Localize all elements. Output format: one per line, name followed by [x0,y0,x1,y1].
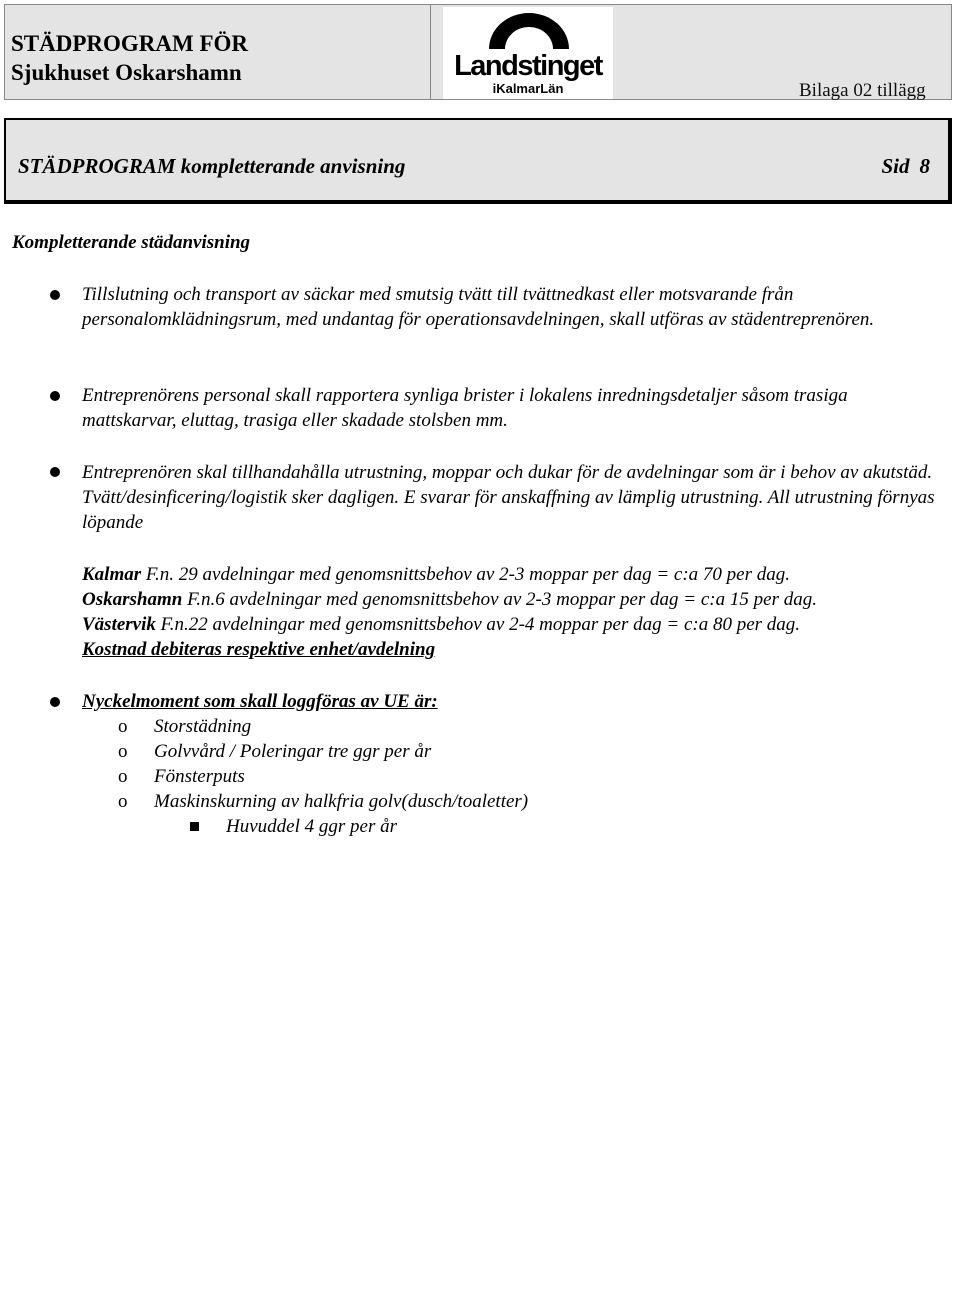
location-detail: F.n.6 avdelningar med genomsnittsbehov av 2-3 moppar per dag = c:a 15 per dag. [187,589,817,610]
key-moment-item: Golvvård / Poleringar tre ggr per år [154,741,432,762]
circle-bullet-icon: o [118,766,128,787]
key-moment-subitem: Huvuddel 4 ggr per år [226,816,397,837]
location-detail: F.n. 29 avdelningar med genomsnittsbehov av 2-3 moppar per dag = c:a 70 per dag. [145,564,791,585]
key-moment-item: Fönsterputs [154,766,245,787]
key-moments-heading: Nyckelmoment som skall loggföras av UE är: [82,691,438,712]
bullet-icon [50,391,60,401]
square-bullet-icon [190,822,199,831]
header-title-line2: Sjukhuset Oskarshamn [11,60,242,85]
banner-title: STÄDPROGRAM kompletterande anvisning [18,154,406,178]
circle-bullet-icon: o [118,716,128,737]
circle-bullet-icon: o [118,791,128,812]
bullet-icon [50,290,60,300]
bullet-icon [50,467,60,477]
page-number: 8 [919,154,930,178]
circle-bullet-icon: o [118,741,128,762]
section-heading: Kompletterande städanvisning [12,232,251,253]
logo-arch-icon [489,13,569,49]
key-moment-item: Maskinskurning av halkfria golv(dusch/toaletter) [154,791,529,812]
landstinget-logo [443,7,613,99]
document-header [4,4,952,100]
logo-name: Landstinget [454,50,602,82]
logo-subtitle: iKalmarLän [492,81,564,96]
header-title-cell [5,5,431,99]
location-row [82,587,817,612]
page-label: Sid [881,154,910,178]
location-name: Västervik [82,614,156,635]
location-name: Kalmar [82,564,142,585]
location-row [82,562,790,587]
section-banner [4,118,952,204]
header-title-line1: STÄDPROGRAM FÖR [11,31,249,56]
bullet-text-defects: Entreprenörens personal skall rapportera synliga brister i lokalens inredningsdetaljer såsom trasiga mattskarvar, eluttag, trasiga eller skadade stolsben mm. [82,385,848,431]
bullet-text-equipment: Entreprenören skal tillhandahålla utrustning, moppar och dukar för de avdelningar som är i behov av akutstäd. Tvätt/desinficering/logistik sker dagligen. E svarar för anskaffning av lämplig utrustning. All utrustning förnyas löpande [82,462,935,533]
key-moment-item: Storstädning [154,716,252,737]
bullet-text-laundry: Tillslutning och transport av säckar med smutsig tvätt till tvättnedkast eller motsvarande från personalomklädningsrum, med undantag för operationsavdelningen, skall utföras av städentreprenören. [82,284,875,330]
location-name: Oskarshamn [82,589,183,610]
location-detail: F.n.22 avdelningar med genomsnittsbehov av 2-4 moppar per dag = c:a 80 per dag. [160,614,801,635]
cost-note: Kostnad debiteras respektive enhet/avdelning [82,639,436,660]
page-indicator [871,154,930,179]
bullet-icon [50,697,60,707]
location-row [82,612,800,637]
annex-label: Bilaga 02 tillägg [799,80,926,101]
